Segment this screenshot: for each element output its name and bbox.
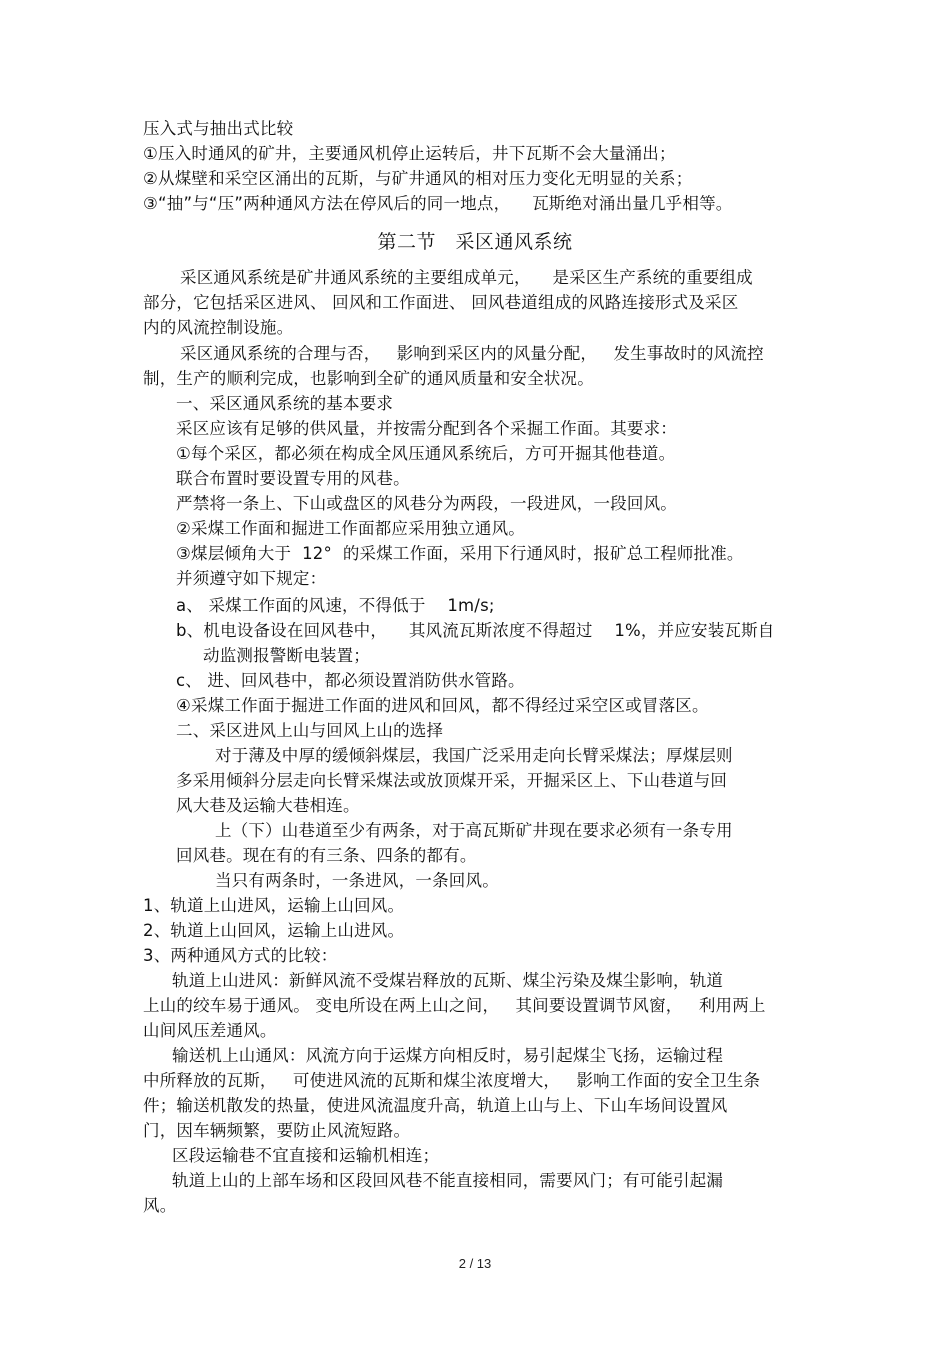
text-line: 严禁将一条上、下山或盘区的风巷分为两段，一段进风，一段回风。 xyxy=(176,494,677,513)
text-line: ③煤层倾角大于 12° 的采煤工作面，采用下行通风时，报矿总工程师批准。 xyxy=(176,544,744,563)
text-line: 采区通风系统的合理与否， 影响到采区内的风量分配， 发生事故时的风流控 xyxy=(180,344,764,363)
text-line: 当只有两条时，一条进风，一条回风。 xyxy=(215,871,499,890)
text-line: a、 采煤工作面的风速，不得低于 1m/s; xyxy=(176,596,495,615)
text-line: ③“抽”与“压”两种通风方法在停风后的同一地点， 瓦斯绝对涌出量几乎相等。 xyxy=(143,194,733,213)
text-line: 2、轨道上山回风，运输上山进风。 xyxy=(143,921,405,940)
text-line: c、 进、回风巷中，都必须设置消防供水管路。 xyxy=(176,671,525,690)
text-line: 制，生产的顺利完成，也影响到全矿的通风质量和安全状况。 xyxy=(143,369,594,388)
text-line: 二、采区进风上山与回风上山的选择 xyxy=(176,721,444,740)
text-line: 3、两种通风方式的比较： xyxy=(143,946,338,965)
text-line: 件；输送机散发的热量，使进风流温度升高，轨道上山与上、下山车场间设置风 xyxy=(143,1096,728,1115)
text-line: 轨道上山的上部车场和区段回风巷不能直接相同，需要风门；有可能引起漏 xyxy=(172,1171,724,1190)
text-line: 内的风流控制设施。 xyxy=(143,318,294,337)
text-line: ②采煤工作面和掘进工作面都应采用独立通风。 xyxy=(176,519,525,538)
text-line: 对于薄及中厚的缓倾斜煤层，我国广泛采用走向长臂采煤法；厚煤层则 xyxy=(215,746,733,765)
text-line: 风。 xyxy=(143,1196,177,1215)
text-line: ①压入时通风的矿井，主要通风机停止运转后，井下瓦斯不会大量涌出； xyxy=(143,144,676,163)
text-line: 1、轨道上山进风，运输上山回风。 xyxy=(143,896,405,915)
text-line: 区段运输巷不宜直接和运输机相连； xyxy=(172,1146,440,1165)
text-line: 风大巷及运输大巷相连。 xyxy=(176,796,360,815)
text-line: ④采煤工作面于掘进工作面的进风和回风，都不得经过采空区或冒落区。 xyxy=(176,696,709,715)
text-line: ①每个采区，都必须在构成全风压通风系统后，方可开掘其他巷道。 xyxy=(176,444,676,463)
text-line: 采区应该有足够的供风量，并按需分配到各个采掘工作面。其要求： xyxy=(176,419,677,438)
text-line: 山间风压差通风。 xyxy=(143,1021,277,1040)
text-line: 多采用倾斜分层走向长臂采煤法或放顶煤开采，开掘采区上、下山巷道与回 xyxy=(176,771,728,790)
text-line: 回风巷。现在有的有三条、四条的都有。 xyxy=(176,846,477,865)
text-line: 采区通风系统是矿井通风系统的主要组成单元， 是采区生产系统的重要组成 xyxy=(180,268,753,287)
text-line: 联合布置时要设置专用的风巷。 xyxy=(176,469,410,488)
text-line: 门，因车辆频繁，要防止风流短路。 xyxy=(143,1121,411,1140)
text-line: ②从煤壁和采空区涌出的瓦斯，与矿井通风的相对压力变化无明显的关系； xyxy=(143,169,693,188)
text-line: 部分，它包括采区进风、 回风和工作面进、 回风巷道组成的风路连接形式及采区 xyxy=(143,293,739,312)
text-line: 并须遵守如下规定： xyxy=(176,569,327,588)
text-line: 轨道上山进风：新鲜风流不受煤岩释放的瓦斯、煤尘污染及煤尘影响，轨道 xyxy=(172,971,724,990)
text-line: 上山的绞车易于通风。 变电所设在两上山之间， 其间要设置调节风窗， 利用两上 xyxy=(143,996,766,1015)
text-line: 一、采区通风系统的基本要求 xyxy=(176,394,394,413)
section-title: 第二节 采区通风系统 xyxy=(377,231,573,253)
text-line: 压入式与抽出式比较 xyxy=(143,119,294,138)
text-line: 中所释放的瓦斯， 可使进风流的瓦斯和煤尘浓度增大， 影响工作面的安全卫生条 xyxy=(143,1071,761,1090)
text-line: 输送机上山通风：风流方向于运煤方向相反时，易引起煤尘飞扬，运输过程 xyxy=(172,1046,724,1065)
text-line: b、机电设备设在回风巷中， 其风流瓦斯浓度不得超过 1%，并应安装瓦斯自 xyxy=(176,621,775,640)
page-number: 2 / 13 xyxy=(458,1256,492,1271)
text-line: 动监测报警断电装置； xyxy=(203,646,370,665)
text-line: 上（下）山巷道至少有两条，对于高瓦斯矿井现在要求必须有一条专用 xyxy=(215,821,733,840)
